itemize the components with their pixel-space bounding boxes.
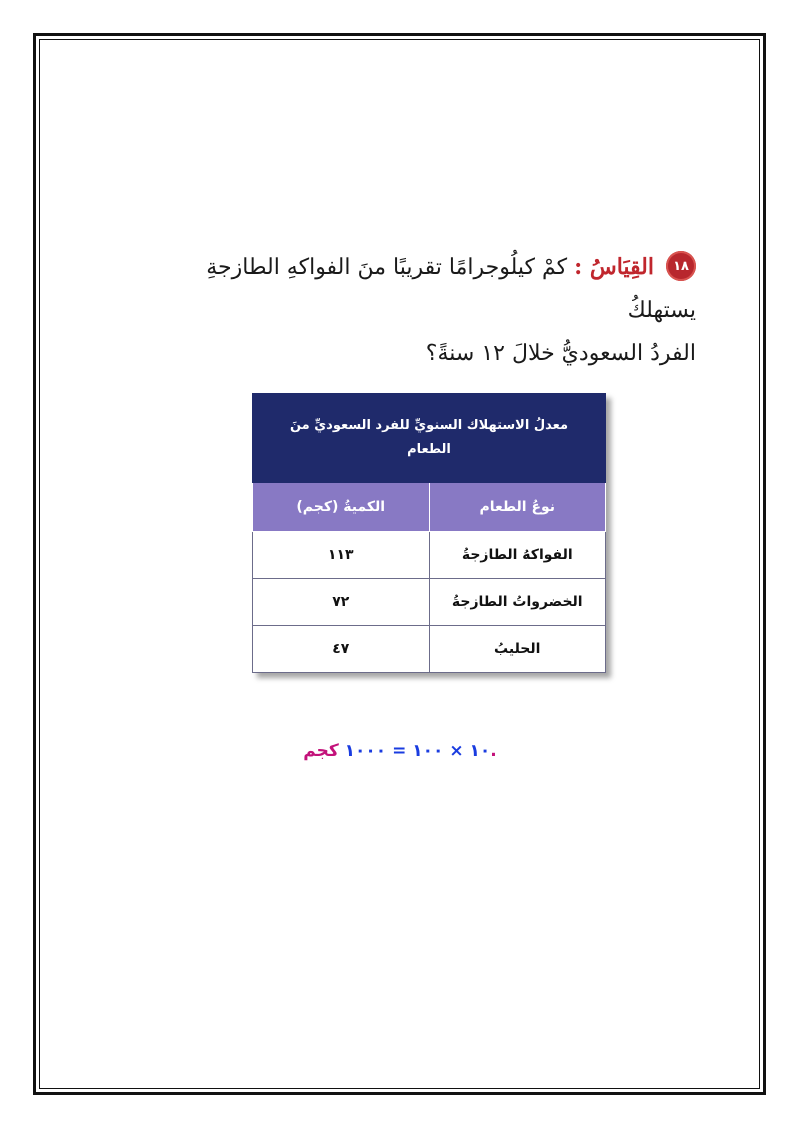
cell-quantity: ٧٢ bbox=[253, 579, 430, 626]
cell-quantity: ١١٣ bbox=[253, 532, 430, 579]
question-text-line2: الفردُ السعوديُّ خلالَ ١٢ سنةً؟ bbox=[425, 341, 696, 366]
cell-quantity: ٤٧ bbox=[253, 626, 430, 673]
header-food-type: نوعُ الطعام bbox=[429, 483, 606, 532]
answer-line bbox=[0, 741, 800, 761]
consumption-table bbox=[252, 393, 606, 673]
question-block bbox=[136, 246, 696, 375]
question-text-line1: كمْ كيلُوجرامًا تقريبًا منَ الفواكهِ الطازجةِ يستهلكُ bbox=[206, 255, 696, 323]
question-label: القِيَاسُ : bbox=[574, 254, 654, 280]
table-row bbox=[253, 626, 606, 673]
table-row bbox=[253, 579, 606, 626]
answer-expression: ١٠ × ١٠٠ = ١٠٠٠ bbox=[344, 741, 491, 761]
cell-food: الفواكهُ الطازجةُ bbox=[429, 532, 606, 579]
table-title: معدلُ الاستهلاك السنويِّ للفرد السعوديِّ منَ الطعام bbox=[253, 394, 606, 483]
header-quantity: الكميةُ (كجم) bbox=[253, 483, 430, 532]
answer-unit: كجم. bbox=[303, 741, 497, 761]
cell-food: الخضرواتُ الطازجةُ bbox=[429, 579, 606, 626]
cell-food: الحليبُ bbox=[429, 626, 606, 673]
question-number-badge: ١٨ bbox=[666, 251, 696, 281]
table-row bbox=[253, 532, 606, 579]
